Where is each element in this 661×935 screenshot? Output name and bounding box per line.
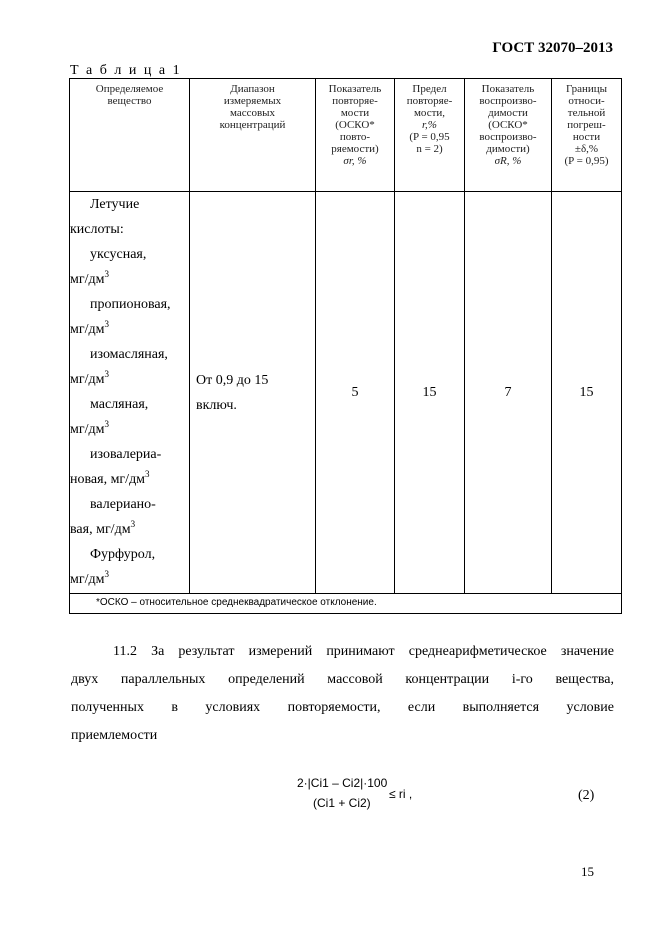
paragraph-line: двух параллельных определений массовой концентрации i-го вещества, xyxy=(71,672,614,687)
header-substance: Определяемое вещество xyxy=(70,79,190,192)
substance-name: изомасляная, xyxy=(90,347,168,362)
table-header-row xyxy=(70,79,622,192)
paragraph-line: 11.2 За результат измерений принимают среднеарифметическое значение xyxy=(113,644,614,659)
substance-unit: $мг/дм^3$ xyxy=(70,419,109,437)
substance-unit: $мг/дм^3$ xyxy=(70,269,109,287)
table-footnote-row xyxy=(70,594,622,614)
range-cell: От 0,9 до 15 включ. xyxy=(190,192,316,594)
sigma-R-value: 7 xyxy=(465,192,552,594)
header-range: Диапазон измеряемых массовых концентраций xyxy=(190,79,316,192)
table-data-row xyxy=(70,192,622,594)
formula-denominator: (Ci1 + Ci2) xyxy=(313,796,371,810)
paragraph-11-2 xyxy=(71,638,614,750)
page-number: 15 xyxy=(581,864,594,879)
formula-numerator: 2·|Ci1 – Ci2|·100 xyxy=(297,776,388,790)
header-repeatability-limit: Предел повторяе- мости, r,% (P = 0,95 n = 2) xyxy=(395,79,465,192)
standard-designation: ГОСТ 32070–2013 xyxy=(492,40,613,56)
table-caption: Т а б л и ц а 1 xyxy=(70,63,182,78)
sigma-r-value: 5 xyxy=(316,192,395,594)
substance-unit: вая, $мг/дм^3$ xyxy=(70,519,136,537)
header-repeatability-index: Показатель повторяе- мости (ОСКО* повто- ряемости) σr, % xyxy=(316,79,395,192)
paragraph-line: приемлемости xyxy=(71,728,158,743)
delta-value: 15 xyxy=(552,192,622,594)
substance-unit: новая, $мг/дм^3$ xyxy=(70,469,150,487)
r-limit-value: 15 xyxy=(395,192,465,594)
equation-number: (2) xyxy=(578,788,595,803)
table-footnote: *ОСКО – относительное среднеквадратическое отклонение. xyxy=(70,594,622,614)
substance-name: Фурфурол, xyxy=(90,547,156,562)
formula-relation: ≤ ri , xyxy=(389,787,413,801)
substance-unit: $мг/дм^3$ xyxy=(70,319,109,337)
substance-unit: $мг/дм^3$ xyxy=(70,369,109,387)
substance-name: пропионовая, xyxy=(90,297,171,312)
header-error-bounds: Границы относи- тельной погреш- ности ±δ,% (P = 0,95) xyxy=(552,79,622,192)
substance-unit: $мг/дм^3$ xyxy=(70,569,109,587)
paragraph-line: полученных в условиях повторяемости, если выполняется условие xyxy=(71,700,614,715)
substance-name: изовалериа- xyxy=(90,447,162,462)
substance-name: Летучие xyxy=(90,197,140,212)
substance-unit: кислоты: xyxy=(70,222,124,237)
substance-name: валериано- xyxy=(90,497,156,512)
substance-name: масляная, xyxy=(90,397,149,412)
data-table xyxy=(69,78,622,614)
substance-list-cell xyxy=(70,192,190,594)
header-reproducibility-index: Показатель воспроизво- димости (ОСКО* воспроизво- димости) σR, % xyxy=(465,79,552,192)
substance-name: уксусная, xyxy=(90,247,147,262)
